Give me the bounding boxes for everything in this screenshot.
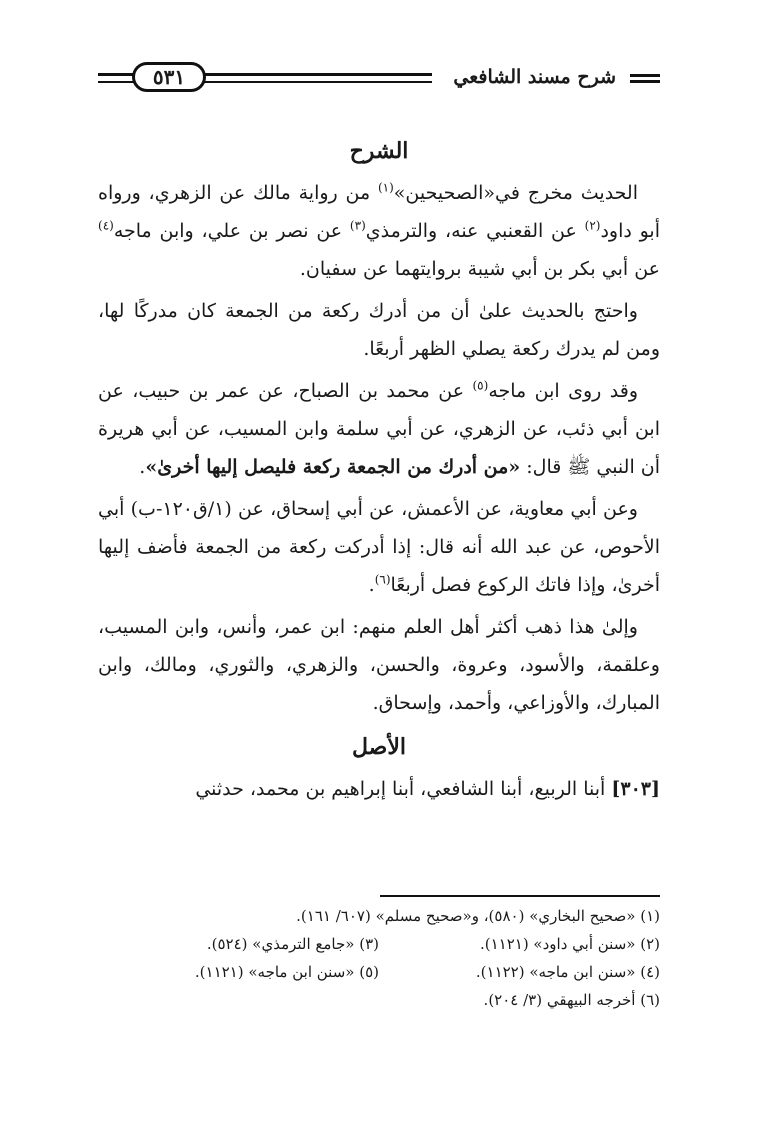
- p1-text-c: عن القعنبي عنه، والترمذي: [365, 220, 585, 242]
- footnote-ref-4: (٤): [98, 218, 114, 233]
- page-number: ٥٣١: [132, 62, 206, 92]
- p1-text-d: عن نصر بن علي، وابن ماجه: [113, 220, 350, 242]
- footnote-3: (٣) «جامع الترمذي» (٥٢٤).: [206, 935, 379, 953]
- p4-text-end: .: [368, 574, 375, 596]
- footnote-separator: [380, 895, 660, 897]
- paragraph-1: [98, 174, 660, 288]
- p4-text-a: وعن أبي معاوية، عن الأعمش، عن أبي إسحاق، عن (١/ق١٢٠-ب) أبي الأحوص، عن عبد الله أنه قال: إذا أدركت ركعة من الجمعة فأضف إليها أخرىٰ، وإذا فاتك الركوع فصل أربعًا: [98, 498, 660, 596]
- page-header: [98, 60, 660, 100]
- footnote-ref-6: (٦): [374, 572, 391, 587]
- footnote-2: (٢) «سنن أبي داود» (١١٢١).: [479, 935, 660, 953]
- footnotes: [98, 902, 660, 1014]
- footnote-ref-2: (٢): [584, 218, 601, 233]
- book-title: شرح مسند الشافعي: [453, 66, 616, 88]
- footnote-row: [98, 930, 660, 958]
- p1-text-a: الحديث مخرج في«الصحيحين»: [393, 182, 638, 204]
- footnote-4: (٤) «سنن ابن ماجه» (١١٢٢).: [475, 963, 660, 981]
- main-text: [98, 132, 660, 812]
- paragraph-3: [98, 372, 660, 486]
- p1-text-b: من رواية مالك عن الزهري، ورواه أبو داود: [98, 182, 660, 242]
- footnote-row: [98, 958, 660, 986]
- footnote-1: (١) «صحيح البخاري» (٥٨٠)، و«صحيح مسلم» (٦٠٧/ ١٦١).: [296, 907, 660, 925]
- hadith-number: [٣٠٣]: [611, 778, 660, 800]
- p3-text-a: وقد روى ابن ماجه: [488, 380, 638, 402]
- header-rule: [198, 73, 432, 83]
- paragraph-2: واحتج بالحديث علىٰ أن من أدرك ركعة من الجمعة كان مدركًا لها، ومن لم يدرك ركعة يصلي الظهر أربعًا.: [98, 300, 660, 360]
- p3-text-b: عن محمد بن الصباح، عن عمر بن حبيب، عن ابن أبي ذئب، عن الزهري، عن أبي سلمة وابن المسيب، عن أبي هريرة أن النبي ﷺ قال:: [98, 380, 660, 478]
- header-ornament-dash: [630, 74, 660, 83]
- asl-paragraph: [98, 770, 660, 808]
- paragraph-5: وإلىٰ هذا ذهب أكثر أهل العلم منهم: ابن عمر، وأنس، وابن المسيب، وعلقمة، والأسود، وعروة، والحسن، والزهري، والثوري، ومالك، وابن المبارك، والأوزاعي، وأحمد، وإسحاق.: [98, 616, 660, 714]
- footnote-ref-5: (٥): [472, 378, 489, 393]
- asl-text: أبنا الربيع، أبنا الشافعي، أبنا إبراهيم بن محمد، حدثني: [195, 778, 612, 800]
- p1-text-e: عن أبي بكر بن أبي شيبة بروايتهما عن سفيان.: [299, 258, 660, 280]
- sharh-heading: الشرح: [349, 138, 409, 164]
- footnote-5: (٥) «سنن ابن ماجه» (١١٢١).: [194, 963, 379, 981]
- footnote-6: (٦) أخرجه البيهقي (٣/ ٢٠٤).: [483, 991, 660, 1009]
- p3-text-end: .: [139, 456, 146, 478]
- footnote-ref-1: (١): [377, 180, 394, 195]
- hadith-quote: «من أدرك من الجمعة ركعة فليصل إليها أخرىٰ»: [145, 456, 521, 478]
- asl-heading: الأصل: [351, 734, 406, 760]
- footnote-ref-3: (٣): [349, 218, 366, 233]
- paragraph-4: [98, 490, 660, 604]
